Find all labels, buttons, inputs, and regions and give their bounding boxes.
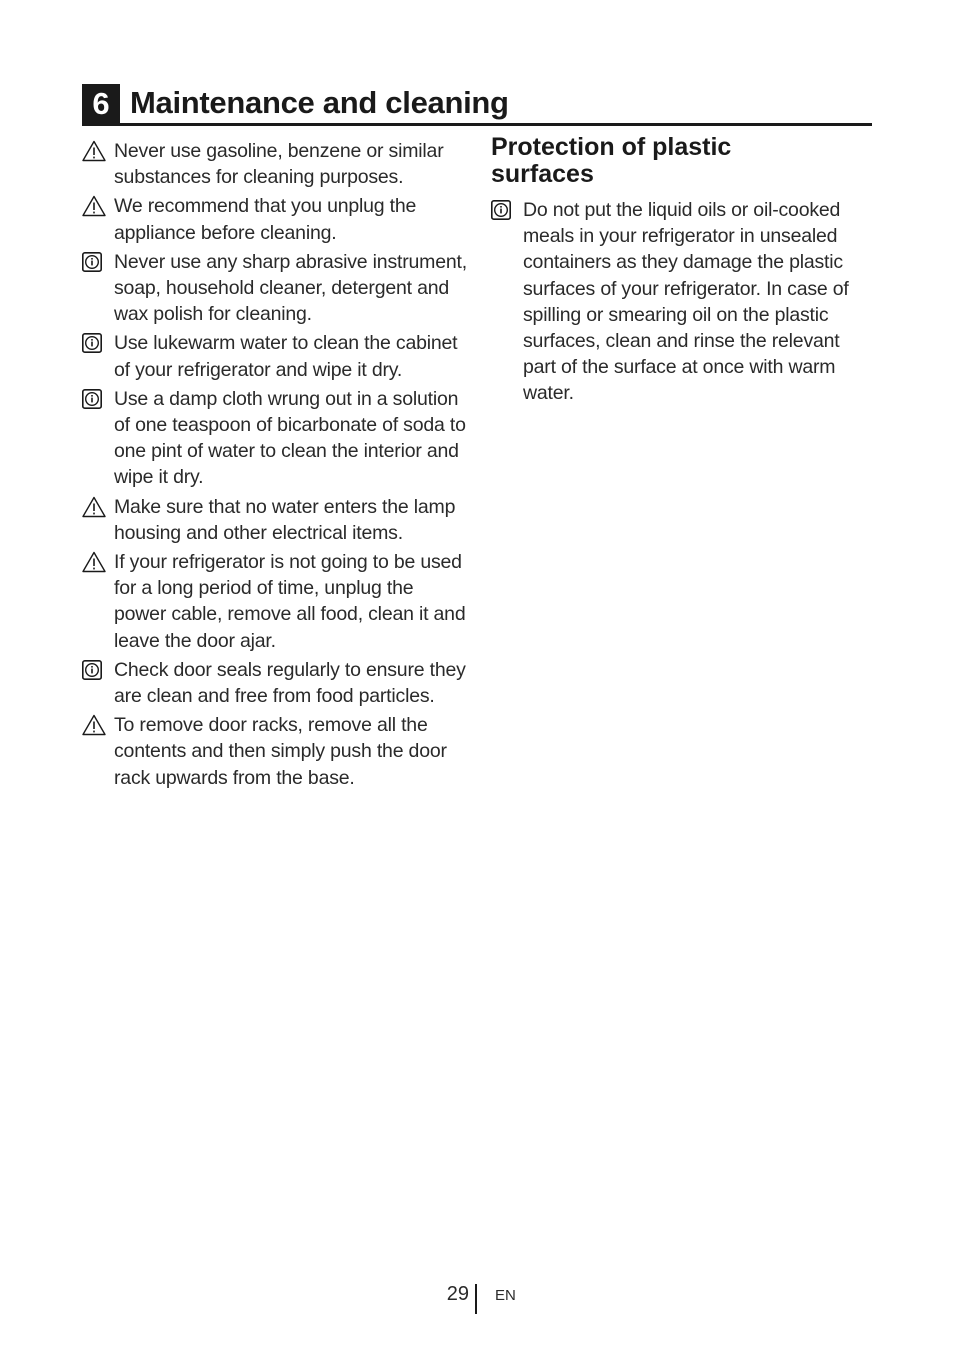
warning-icon: [82, 549, 114, 575]
item-text: Use lukewarm water to clean the cabinet of your refrigerator and wipe it dry.: [114, 332, 458, 381]
chapter-title: Maintenance and cleaning: [130, 85, 509, 120]
page-number: 29: [446, 1283, 469, 1305]
list-item: [82, 386, 467, 491]
info-icon: [82, 657, 114, 683]
info-icon: [82, 330, 114, 356]
list-item: [82, 494, 467, 546]
chapter-number: 6: [82, 84, 120, 124]
list-item: [82, 138, 467, 190]
list-item: [491, 197, 866, 407]
list-item: [82, 712, 467, 791]
language-code: EN: [495, 1287, 516, 1304]
page-footer: [0, 1281, 954, 1313]
right-column: [491, 134, 866, 410]
list-item: [82, 549, 467, 654]
info-icon: [491, 197, 523, 223]
list-item: [82, 657, 467, 709]
list-item: [82, 193, 467, 245]
list-item: [82, 249, 467, 328]
item-text: Use a damp cloth wrung out in a solution of one teaspoon of bicarbonate of soda to one pint of water to clean the interior and wipe it dry.: [114, 387, 466, 489]
footer-divider: [475, 1284, 477, 1314]
item-text: Check door seals regularly to ensure they are clean and free from food particles.: [114, 658, 466, 708]
info-icon: [82, 386, 114, 412]
left-column: [82, 138, 467, 794]
warning-icon: [82, 494, 114, 520]
warning-icon: [82, 138, 114, 164]
item-text: Make sure that no water enters the lamp housing and other electrical items.: [114, 495, 456, 544]
warning-icon: [82, 712, 114, 738]
section-title: Protection of plastic surfaces: [491, 133, 732, 188]
item-text: If your refrigerator is not going to be used for a long period of time, unplug the power cable, remove all food, clean it and leave the door ajar.: [114, 551, 466, 652]
info-icon: [82, 249, 114, 275]
item-text: Do not put the liquid oils or oil-cooked meals in your refrigerator in unsealed containers as they damage the plastic surfaces of your refrigerator. In case of spilling or smearing oil on the plastic surfaces, clean and rinse the relevant part of the surface at once with warm water.: [523, 199, 849, 405]
chapter-header: [82, 81, 872, 126]
section-items: [491, 197, 866, 407]
warning-icon: [82, 193, 114, 219]
item-text: Never use gasoline, benzene or similar substances for cleaning purposes.: [114, 140, 444, 189]
list-item: [82, 330, 467, 382]
item-text: To remove door racks, remove all the contents and then simply push the door rack upwards from the base.: [114, 714, 447, 789]
item-text: We recommend that you unplug the appliance before cleaning.: [114, 195, 417, 244]
item-text: Never use any sharp abrasive instrument, soap, household cleaner, detergent and wax polish for cleaning.: [114, 250, 467, 326]
